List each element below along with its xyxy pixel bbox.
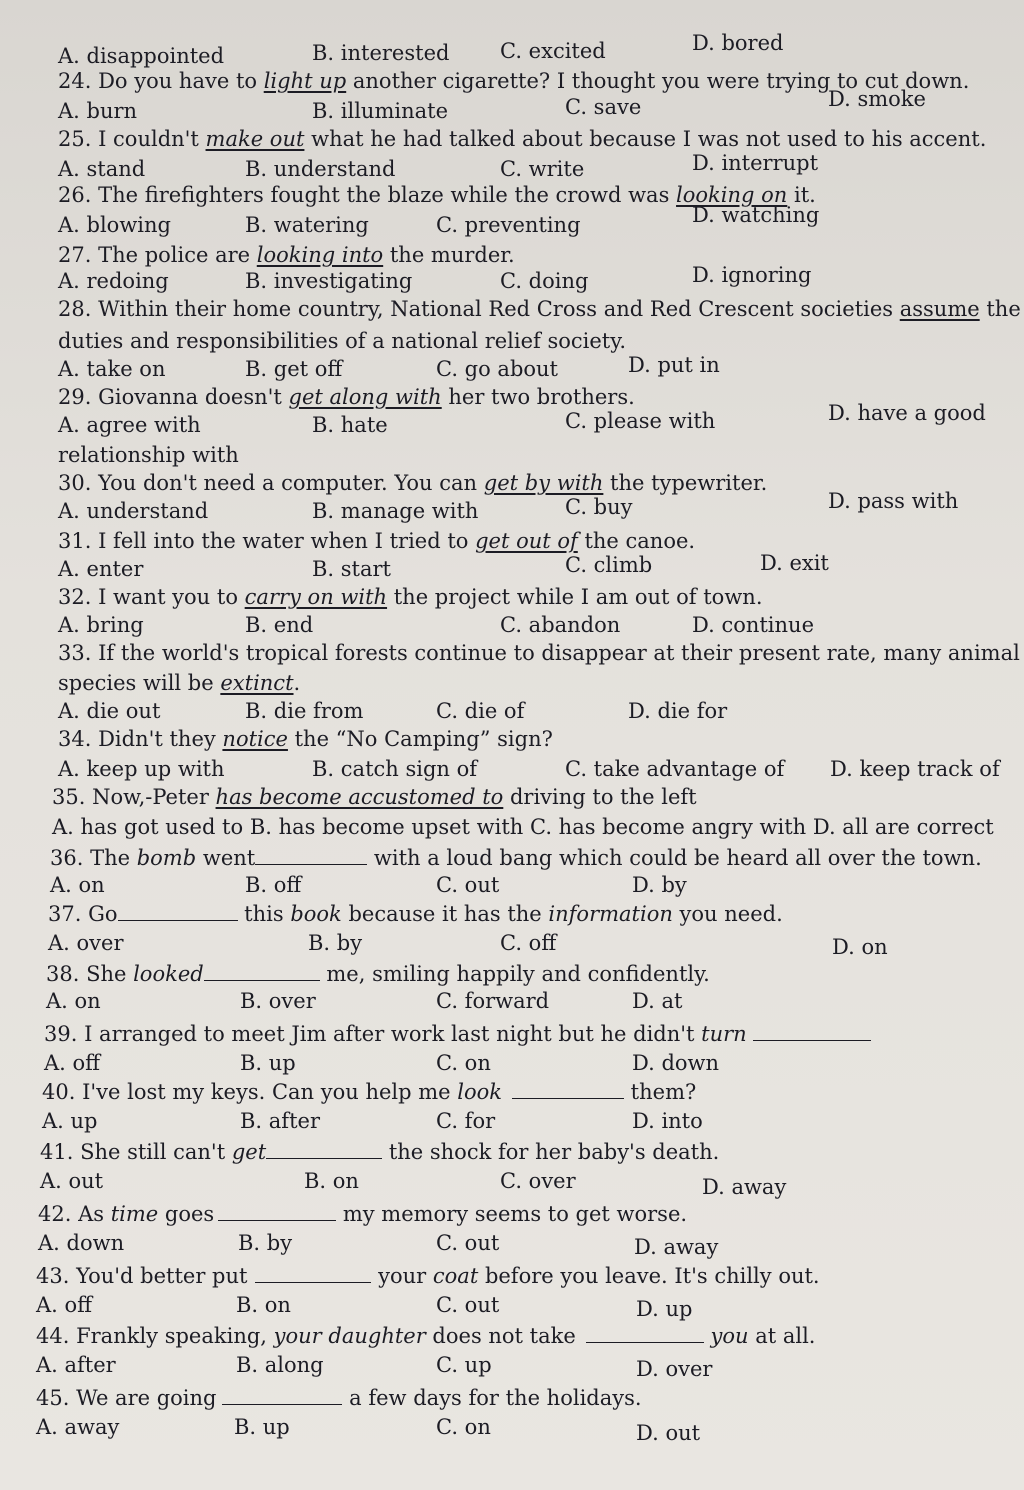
q25-option-a: A. stand bbox=[58, 157, 146, 181]
q29-option-d: D. have a good bbox=[828, 401, 986, 425]
q39-blank bbox=[753, 1018, 871, 1041]
q30-options bbox=[0, 489, 1024, 526]
q34-option-a: A. keep up with bbox=[58, 757, 225, 781]
q37-option-c: C. off bbox=[500, 931, 557, 955]
q31-option-b: B. start bbox=[312, 557, 391, 581]
q26-text: 26. The firefighters fought the blaze while the crowd was looking on it. bbox=[58, 183, 816, 207]
q32-option-b: B. end bbox=[245, 613, 314, 637]
q38-blank bbox=[204, 958, 320, 981]
q32-option-d: D. continue bbox=[692, 613, 815, 637]
q36-option-c: C. out bbox=[436, 873, 500, 897]
q32-question bbox=[0, 582, 1024, 612]
q28-question bbox=[0, 294, 1024, 324]
q31-text: 31. I fell into the water when I tried to get out of the canoe. bbox=[58, 529, 696, 553]
q28-question-line2 bbox=[0, 326, 1024, 356]
q44-option-b: B. along bbox=[236, 1353, 324, 1377]
q29-option-d-continued: relationship with bbox=[58, 443, 239, 467]
q33-option-d: D. die for bbox=[628, 699, 728, 723]
q30-option-d: D. pass with bbox=[828, 489, 959, 513]
q42-option-d: D. away bbox=[634, 1235, 719, 1259]
q38-option-b: B. over bbox=[240, 989, 316, 1013]
q27-options bbox=[0, 263, 1024, 296]
q44-blank bbox=[586, 1320, 704, 1343]
q27-option-d: D. ignoring bbox=[692, 263, 812, 287]
q33-question-line2 bbox=[0, 668, 1024, 698]
q45-question bbox=[0, 1382, 1024, 1412]
q40-option-c: C. for bbox=[436, 1109, 496, 1133]
q29-text: 29. Giovanna doesn't get along with her two brothers. bbox=[58, 385, 635, 409]
q23-option-a: A. disappointed bbox=[58, 44, 225, 68]
q33-option-c: C. die of bbox=[436, 699, 525, 723]
q41-option-c: C. over bbox=[500, 1169, 576, 1193]
q34-question bbox=[0, 724, 1024, 754]
q26-option-d: D. watching bbox=[692, 203, 820, 227]
q28-options bbox=[0, 354, 1024, 384]
q43-option-b: B. on bbox=[236, 1293, 291, 1317]
q41-text: 41. She still can't get the shock for her baby's death. bbox=[40, 1136, 719, 1167]
q33-option-a: A. die out bbox=[58, 699, 161, 723]
q45-option-a: A. away bbox=[36, 1415, 120, 1439]
q37-option-d: D. on bbox=[832, 935, 888, 959]
q38-option-a: A. on bbox=[46, 989, 101, 1013]
q38-option-c: C. forward bbox=[436, 989, 550, 1013]
q38-options bbox=[0, 986, 1024, 1016]
q34-option-b: B. catch sign of bbox=[312, 757, 478, 781]
q45-options bbox=[0, 1412, 1024, 1445]
q39-text: 39. I arranged to meet Jim after work last night but he didn't turn bbox=[44, 1018, 871, 1049]
q29-options bbox=[0, 401, 1024, 440]
q25-text: 25. I couldn't make out what he had talked about because I was not used to his accent. bbox=[58, 127, 987, 151]
q33-option-b: B. die from bbox=[245, 699, 364, 723]
q27-option-c: C. doing bbox=[500, 269, 589, 293]
q27-text: 27. The police are looking into the murder. bbox=[58, 243, 515, 267]
q25-option-d: D. interrupt bbox=[692, 151, 819, 175]
q40-options bbox=[0, 1106, 1024, 1136]
q40-option-a: A. up bbox=[42, 1109, 98, 1133]
q24-option-c: C. save bbox=[565, 95, 642, 119]
q28-option-d: D. put in bbox=[628, 353, 720, 377]
q32-options bbox=[0, 610, 1024, 640]
q39-option-b: B. up bbox=[240, 1051, 296, 1075]
q32-text: 32. I want you to carry on with the project while I am out of town. bbox=[58, 585, 763, 609]
q25-option-c: C. write bbox=[500, 157, 585, 181]
q41-option-d: D. away bbox=[702, 1175, 787, 1199]
q43-option-c: C. out bbox=[436, 1293, 500, 1317]
q23-option-b: B. interested bbox=[312, 41, 450, 65]
q36-option-a: A. on bbox=[50, 873, 105, 897]
q40-text: 40. I've lost my keys. Can you help me look them? bbox=[42, 1076, 696, 1107]
q31-options bbox=[0, 551, 1024, 584]
q26-option-b: B. watering bbox=[245, 213, 369, 237]
q31-option-d: D. exit bbox=[760, 551, 829, 575]
q24-text: 24. Do you have to light up another cigarette? I thought you were trying to cut down. bbox=[58, 69, 970, 93]
q30-text: 30. You don't need a computer. You can get by with the typewriter. bbox=[58, 471, 768, 495]
q35-text: 35. Now,-Peter has become accustomed to driving to the left bbox=[52, 785, 697, 809]
q44-option-c: C. up bbox=[436, 1353, 492, 1377]
q35-options bbox=[0, 812, 1024, 842]
q25-question bbox=[0, 124, 1024, 154]
q36-option-b: B. off bbox=[245, 873, 302, 897]
q36-text: 36. The bomb went with a loud bang which could be heard all over the town. bbox=[50, 842, 982, 873]
q28-text-line2: duties and responsibilities of a national relief society. bbox=[58, 329, 626, 353]
q23-options bbox=[0, 31, 1024, 68]
q30-option-a: A. understand bbox=[58, 499, 209, 523]
q29-option-a: A. agree with bbox=[58, 413, 201, 437]
q36-question bbox=[0, 842, 1024, 872]
q36-blank bbox=[255, 842, 367, 865]
q26-question bbox=[0, 180, 1024, 210]
q41-question bbox=[0, 1136, 1024, 1166]
q41-option-b: B. on bbox=[304, 1169, 359, 1193]
q37-options bbox=[0, 928, 1024, 958]
q42-option-b: B. by bbox=[238, 1231, 293, 1255]
q30-option-c: C. buy bbox=[565, 495, 633, 519]
q44-option-d: D. over bbox=[636, 1357, 713, 1381]
q44-options bbox=[0, 1350, 1024, 1380]
q43-options bbox=[0, 1290, 1024, 1320]
q32-option-a: A. bring bbox=[58, 613, 144, 637]
q34-options bbox=[0, 754, 1024, 784]
q37-option-a: A. over bbox=[48, 931, 124, 955]
q27-option-b: B. investigating bbox=[245, 269, 413, 293]
q44-text: 44. Frankly speaking, your daughter does not take you at all. bbox=[36, 1320, 815, 1351]
q24-option-a: A. burn bbox=[58, 99, 138, 123]
q33-question bbox=[0, 638, 1024, 668]
q42-blank bbox=[218, 1198, 336, 1221]
q26-options bbox=[0, 203, 1024, 240]
q24-options bbox=[0, 87, 1024, 126]
q33-text-line2: species will be extinct. bbox=[58, 671, 301, 695]
q35-options-text: A. has got used to B. has become upset with C. has become angry with D. all are correct bbox=[52, 815, 994, 839]
q40-option-d: D. into bbox=[632, 1109, 703, 1133]
q39-option-a: A. off bbox=[44, 1051, 101, 1075]
q27-option-a: A. redoing bbox=[58, 269, 169, 293]
q34-option-c: C. take advantage of bbox=[565, 757, 785, 781]
q23-option-d: D. bored bbox=[692, 31, 784, 55]
q25-option-b: B. understand bbox=[245, 157, 396, 181]
q36-options bbox=[0, 870, 1024, 900]
q44-question bbox=[0, 1320, 1024, 1350]
q30-option-b: B. manage with bbox=[312, 499, 479, 523]
q39-question bbox=[0, 1018, 1024, 1048]
q28-option-a: A. take on bbox=[58, 357, 166, 381]
q37-question bbox=[0, 898, 1024, 928]
q31-option-c: C. climb bbox=[565, 553, 653, 577]
q26-option-a: A. blowing bbox=[58, 213, 171, 237]
q43-option-a: A. off bbox=[36, 1293, 93, 1317]
q43-text: 43. You'd better put your coat before you leave. It's chilly out. bbox=[36, 1260, 820, 1291]
q40-question bbox=[0, 1076, 1024, 1106]
q41-options bbox=[0, 1166, 1024, 1199]
q29-option-d-wrap bbox=[0, 440, 1024, 470]
q41-blank bbox=[266, 1136, 382, 1159]
q42-question bbox=[0, 1198, 1024, 1228]
q29-option-c: C. please with bbox=[565, 409, 716, 433]
q31-option-a: A. enter bbox=[58, 557, 144, 581]
q45-blank bbox=[222, 1382, 342, 1405]
q24-option-d: D. smoke bbox=[828, 87, 926, 111]
q28-option-c: C. go about bbox=[436, 357, 559, 381]
q45-text: 45. We are going a few days for the holidays. bbox=[36, 1382, 642, 1413]
q39-options bbox=[0, 1048, 1024, 1078]
q42-text: 42. As time goes my memory seems to get worse. bbox=[38, 1198, 687, 1229]
q36-option-d: D. by bbox=[632, 873, 687, 897]
q28-text: 28. Within their home country, National Red Cross and Red Crescent societies assume the bbox=[58, 297, 1021, 321]
q26-option-c: C. preventing bbox=[436, 213, 581, 237]
q37-blank bbox=[118, 898, 238, 921]
q43-option-d: D. up bbox=[636, 1297, 693, 1321]
q37-text: 37. Go this book because it has the information you need. bbox=[48, 898, 783, 929]
q35-question bbox=[0, 782, 1024, 812]
q42-options bbox=[0, 1228, 1024, 1258]
q24-option-b: B. illuminate bbox=[312, 99, 448, 123]
q42-option-c: C. out bbox=[436, 1231, 500, 1255]
q45-option-d: D. out bbox=[636, 1421, 701, 1445]
q42-option-a: A. down bbox=[38, 1231, 125, 1255]
q31-question bbox=[0, 526, 1024, 556]
q45-option-c: C. on bbox=[436, 1415, 491, 1439]
q38-question bbox=[0, 958, 1024, 988]
q44-option-a: A. after bbox=[36, 1353, 116, 1377]
q33-text: 33. If the world's tropical forests continue to disappear at their present rate, many animal bbox=[58, 641, 1020, 665]
q29-option-b: B. hate bbox=[312, 413, 388, 437]
q28-option-b: B. get off bbox=[245, 357, 343, 381]
q40-blank bbox=[512, 1076, 624, 1099]
q43-question bbox=[0, 1260, 1024, 1290]
q38-option-d: D. at bbox=[632, 989, 683, 1013]
q23-option-c: C. excited bbox=[500, 39, 606, 63]
q32-option-c: C. abandon bbox=[500, 613, 621, 637]
q39-option-c: C. on bbox=[436, 1051, 491, 1075]
q41-option-a: A. out bbox=[40, 1169, 104, 1193]
q34-option-d: D. keep track of bbox=[830, 757, 1000, 781]
q43-blank bbox=[255, 1260, 371, 1283]
q40-option-b: B. after bbox=[240, 1109, 320, 1133]
q45-option-b: B. up bbox=[234, 1415, 290, 1439]
q37-option-b: B. by bbox=[308, 931, 363, 955]
q34-text: 34. Didn't they notice the “No Camping” sign? bbox=[58, 727, 553, 751]
q38-text: 38. She looked me, smiling happily and confidently. bbox=[46, 958, 710, 989]
q39-option-d: D. down bbox=[632, 1051, 720, 1075]
q33-options bbox=[0, 696, 1024, 726]
